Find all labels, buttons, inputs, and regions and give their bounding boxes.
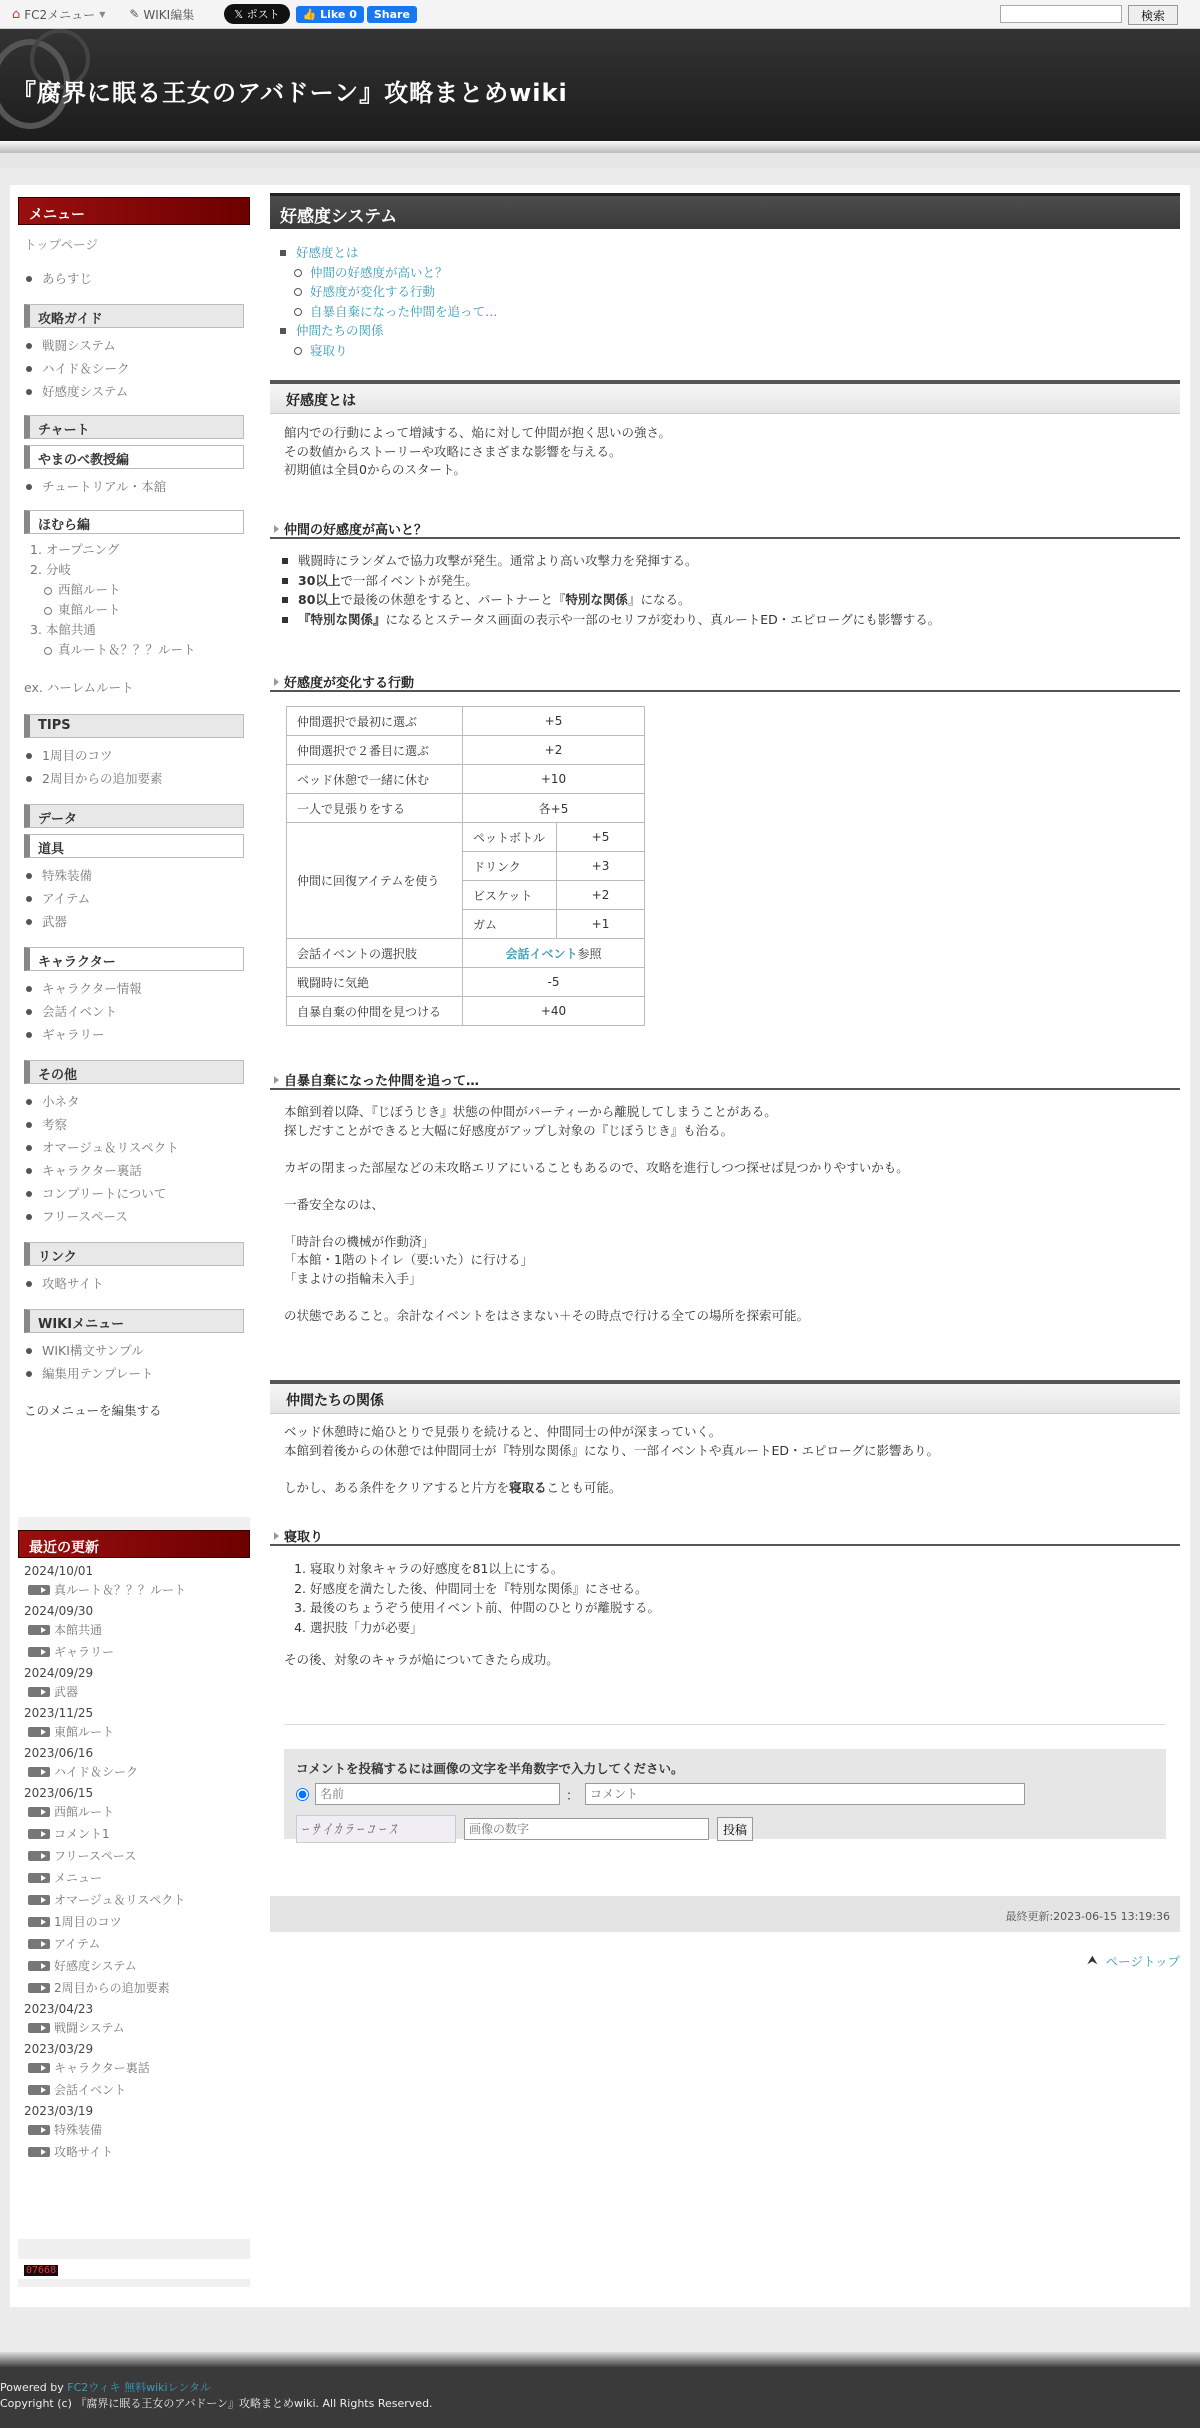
section-text [284,1103,909,1325]
recent-item-label: 1周目のコツ [54,1915,122,1929]
recent-item-label: キャラクター裏話 [54,2061,150,2075]
menu-item[interactable]: 会話イベント [42,1000,250,1023]
name-radio[interactable] [296,1788,309,1801]
menu-item-top[interactable]: トップページ [24,237,98,252]
arrow-tag-icon [28,1767,50,1777]
thumb-icon: 👍 [302,7,321,21]
menu-item[interactable]: コンプリートについて [42,1182,250,1205]
section-heading: 仲間たちの関係 [270,1380,1180,1414]
table-cell: ガム [463,910,557,939]
arrow-tag-icon [28,2125,50,2135]
list-item [278,571,940,591]
arrow-tag-icon [28,2063,50,2073]
arrow-tag-icon [28,1647,50,1657]
text-line: その数値からストーリーや攻略にさまざまな影響を与える。 [284,443,622,459]
section-text: その後、対象のキャラが焔についてきたら成功。 [284,1652,559,1667]
text-line: 探しだすことができると大幅に好感度がアップし対象の『じぼうじき』も治る。 [284,1122,734,1138]
recent-item-label: ギャラリー [54,1645,115,1659]
copyright: Copyright (c) 『腐界に眠る王女のアバドーン』攻略まとめwiki. All Rights Reserved. [0,2397,433,2410]
table-cell: 自暴自棄の仲間を見つける [287,997,463,1026]
main-content [270,185,1180,2307]
menu-item[interactable]: チュートリアル・本舘 [42,475,250,498]
text-line: 「本館・1階のトイレ（要:いた）に行ける」 [284,1252,534,1267]
x-post-button[interactable] [224,4,289,24]
header-divider [0,141,1200,153]
menu-item[interactable]: 小ネタ [42,1090,250,1113]
list-item: 4. 選択肢「力が必要」 [310,1618,660,1638]
table-row [287,968,645,997]
arrow-up-icon: ⮝ [1086,1952,1098,1967]
section-text [284,424,671,480]
arrow-tag-icon [28,2147,50,2157]
table-row [287,939,645,968]
recent-item-label: 東館ルート [54,1725,115,1739]
section-wiki-menu: WIKIメニュー [24,1309,244,1333]
recent-date: 2023/03/19 [24,2104,94,2118]
section-yamanobe: やまのべ教授編 [24,445,244,469]
site-footer [0,2367,1200,2428]
recent-item[interactable] [18,1954,250,1976]
table-cell: 一人で見張りをする [287,794,463,823]
section-guide: 攻略ガイド [24,304,244,328]
text-line: 本館到着後からの休憩では仲間同士が『特別な関係』になり、一部イベントや真ルートED・エピローグに影響あり。 [284,1442,940,1458]
menu-item[interactable]: フリースペース [42,1205,250,1228]
recent-item-label: 西館ルート [54,1805,115,1819]
section-other: その他 [24,1060,244,1084]
recent-item-label: 会話イベント [54,2083,127,2097]
text-line: 本館到着以降、『じぼうじき』状態の仲間がパーティーから離脱してしまうことがある。 [284,1104,777,1119]
recent-item-label: 特殊装備 [54,2123,103,2137]
list-item: 2. 好感度を満たした後、仲間同士を『特別な関係』にさせる。 [310,1579,660,1599]
recent-date: 2024/10/01 [24,1564,94,1578]
section-data: データ [24,804,244,828]
table-cell: 仲間選択で２番目に選ぶ [287,736,463,765]
recent-updates-title: 最近の更新 [18,1530,250,1558]
section-homura: ほむら編 [24,510,244,534]
recent-item[interactable] [18,2056,250,2078]
recent-item-label: メニュー [54,1871,103,1885]
comment-caption: コメントを投稿するには画像の文字を半角数字で入力してください。 [296,1761,684,1776]
fb-share-button[interactable]: Share [367,6,417,23]
menu-title: メニュー [18,197,250,225]
arrow-tag-icon [28,1939,50,1949]
menu-item[interactable]: 1. オープニング [30,542,120,557]
arrow-tag-icon [28,1829,50,1839]
table-cell: 仲間に回復アイテムを使う [287,823,463,939]
menu-item[interactable]: キャラクター裏話 [42,1159,250,1182]
text-line: ベッド休憩時に焔ひとりで見張りを続けると、仲間同士の仲が深まっていく。 [284,1424,722,1439]
recent-item[interactable] [18,2140,250,2162]
menu-item[interactable]: 攻略サイト [42,1272,250,1295]
menu-item[interactable]: 西館ルート [30,580,250,600]
text-line [284,1479,939,1498]
list-item: 3. 最後のちょうぞう使用イベント前、仲間のひとりが離脱する。 [310,1598,660,1618]
menu-item[interactable]: アイテム [42,887,250,910]
recent-date: 2023/06/16 [24,1746,94,1760]
menu-item[interactable]: ハイド＆シーク [42,357,250,380]
site-title[interactable]: 『腐界に眠る王女のアバドーン』攻略まとめwiki [12,79,568,107]
dropdown-icon: ▼ [99,9,106,19]
list-text-bold: 30以上 [298,572,341,588]
toc-link[interactable]: 自暴自棄になった仲間を追って… [310,303,498,319]
recent-item-label: 武器 [54,1685,79,1699]
arrow-tag-icon [28,1961,50,1971]
menu-box [18,197,250,1517]
table-cell: ベッド休憩で一緒に休む [287,765,463,794]
fc2wiki-link[interactable]: FC2ウィキ [67,2381,121,2394]
fb-like-button[interactable] [296,6,364,23]
site-header [0,29,1200,141]
table-cell: +5 [557,823,645,852]
list-text: で最後の休憩をすると、パートナーと『 [340,592,566,607]
search-form [1000,5,1178,25]
recent-item-label: ハイド＆シーク [54,1765,139,1779]
conversation-event-link[interactable]: 会話イベント [505,946,578,961]
recent-updates-list [18,1558,250,2162]
recent-item[interactable] [18,2078,250,2100]
menu-item[interactable]: 戦闘システム [42,334,250,357]
page-title: 好感度システム [270,193,1180,229]
name-input[interactable] [315,1783,560,1805]
menu-item[interactable]: オマージュ＆リスペクト [42,1136,250,1159]
recent-item-label: 真ルート＆？？？ルート [54,1583,187,1597]
recent-item-label: アイテム [54,1937,101,1951]
recent-date: 2023/06/15 [24,1786,94,1800]
header-divider [0,153,1200,168]
recent-date: 2023/11/25 [24,1706,94,1720]
menu-item-synopsis[interactable]: あらすじ [42,267,250,290]
text-line [284,1288,909,1307]
recent-item[interactable] [18,2016,250,2038]
captcha-image: ｰｻｲｶﾗｰｺｰｽ [296,1815,456,1843]
recent-item[interactable] [18,1822,250,1844]
recent-item[interactable] [18,1640,250,1662]
arrow-tag-icon [28,1983,50,1993]
table-row [287,997,645,1026]
menu-item[interactable]: 武器 [42,910,250,933]
recent-item-label: 好感度システム [54,1959,137,1973]
table-cell: 会話イベントの選択肢 [287,939,463,968]
recent-item[interactable] [18,1866,250,1888]
recent-item-label: コメント1 [54,1827,110,1841]
fc2-menu-label: FC2メニュー [24,7,96,22]
text-line [284,1214,909,1233]
fb-like-label: Like 0 [320,7,357,21]
recent-item[interactable] [18,1932,250,1954]
comment-input[interactable] [585,1783,1025,1805]
table-of-contents [276,243,498,360]
page-wrapper [10,185,1190,2307]
arrow-tag-icon [28,2085,50,2095]
section-heading: 好感度とは [270,380,1180,414]
subsection-heading: 寝取り [270,1524,1180,1546]
menu-item-harem[interactable]: ex. ハーレムルート [24,680,134,695]
text-line: 「まよけの指輪未入手」 [284,1270,422,1286]
text-line [284,1140,909,1159]
subsection-heading: 自暴自棄になった仲間を追って… [270,1068,1180,1090]
toc-link[interactable]: 好感度とは [296,245,359,260]
recent-item-label: 攻略サイト [54,2145,114,2159]
menu-item[interactable]: 考察 [42,1113,250,1136]
separator-text: ： [566,1788,580,1804]
menu-item[interactable]: 2. 分岐 [30,562,71,577]
menu-item[interactable]: キャラクター情報 [42,977,250,1000]
table-row [287,736,645,765]
menu-item[interactable]: WIKI構文サンプル [42,1339,250,1362]
recent-updates-box [18,1530,250,2239]
arrow-tag-icon [28,1727,50,1737]
menu-item[interactable]: 2周目からの追加要素 [42,767,250,790]
recent-item[interactable] [18,1618,250,1640]
arrow-tag-icon [28,2023,50,2033]
arrow-tag-icon [28,1585,50,1595]
text-span: しかし、ある条件をクリアすると片方を [284,1479,510,1495]
arrow-tag-icon [28,1807,50,1817]
powered-by [0,2380,1200,2396]
table-cell: ペットボトル [463,823,557,852]
menu-item[interactable]: 特殊装備 [42,864,250,887]
arrow-tag-icon [28,1917,50,1927]
wiki-edit-link[interactable] [129,6,194,23]
recent-item[interactable] [18,1844,250,1866]
bullet-list [278,551,940,629]
recent-item[interactable] [18,1578,250,1600]
edit-menu-link[interactable]: このメニューを編集する [24,1403,162,1418]
table-cell: +10 [463,765,645,794]
menu-item[interactable]: ギャラリー [42,1023,250,1046]
table-cell: +2 [463,736,645,765]
recent-item-label: オマージュ＆リスペクト [54,1893,186,1907]
section-tools: 道具 [24,834,244,858]
recent-item[interactable] [18,1680,250,1702]
arrow-tag-icon [28,1625,50,1635]
recent-date: 2023/03/29 [24,2042,94,2056]
recent-item[interactable] [18,1976,250,1998]
recent-item[interactable] [18,1800,250,1822]
list-item [278,590,940,610]
recent-date: 2024/09/29 [24,1666,94,1680]
recent-item[interactable] [18,1910,250,1932]
toc-link[interactable]: 好感度が変化する行動 [310,284,436,299]
recent-item[interactable] [18,2118,250,2140]
list-text-bold: 特別な関係 [565,592,628,607]
recent-date: 2023/04/23 [24,2002,94,2016]
recent-date: 2024/09/30 [24,1604,94,1618]
menu-item[interactable]: 真ルート＆？？？ルート [30,640,250,660]
text-line: 一番安全なのは、 [284,1196,385,1212]
arrow-tag-icon [28,1873,50,1883]
table-row [287,823,645,852]
captcha-input[interactable] [464,1818,709,1840]
section-character: キャラクター [24,947,244,971]
text-bold: 寝取る [509,1479,547,1495]
comment-form [284,1749,1166,1839]
table-cell: 戦闘時に気絶 [287,968,463,997]
section-tips: TIPS [24,714,244,738]
numbered-list [284,1559,660,1637]
toc-link[interactable]: 寝取り [310,342,348,358]
text-line: の状態であること。余計なイベントをはさまない＋その時点で行ける全ての場所を探索可能。 [284,1307,810,1323]
list-item [278,551,940,571]
toc-link[interactable]: 仲間の好感度が高いと？ [310,264,448,280]
table-cell [463,939,645,968]
post-button[interactable]: 投稿 [717,1817,753,1841]
wiki-edit-label: WIKI編集 [143,7,195,22]
list-text: で一部イベントが発生。 [340,572,478,588]
list-item: 1. 寝取り対象キャラの好感度を81以上にする。 [310,1559,660,1579]
section-chart: チャート [24,415,244,439]
list-text-bold: 80以上 [298,592,341,607]
text-span: ことも可能。 [546,1479,622,1495]
divider [284,1724,1166,1725]
text-line: 初期値は全員0からのスタート。 [284,462,466,477]
x-icon: 𝕏 [234,8,247,21]
home-icon: ⌂ [12,6,21,22]
subsection-heading: 好感度が変化する行動 [270,670,1180,692]
list-text: になるとステータス画面の表示や一部のセリフが変わり、真ルートED・エピローグにも影響する。 [385,611,941,627]
arrow-tag-icon [28,1687,50,1697]
recent-item[interactable] [18,1720,250,1742]
affection-table [286,706,645,1026]
recent-item-label: フリースペース [54,1849,137,1863]
recent-item-label: 2周目からの追加要素 [54,1981,170,1995]
list-item [278,610,940,630]
menu-item[interactable]: 編集用テンプレート [42,1362,250,1385]
table-cell: +1 [557,910,645,939]
fc2-menu[interactable] [12,6,105,23]
text-line: 館内での行動によって増減する、焔に対して仲間が抱く思いの強さ。 [284,425,672,440]
recent-item-label: 本館共通 [54,1623,103,1637]
toc-link[interactable]: 仲間たちの関係 [296,323,384,338]
table-cell: ビスケット [463,881,557,910]
table-cell: 仲間選択で最初に選ぶ [287,707,463,736]
cell-text: 参照 [577,946,602,961]
arrow-tag-icon [28,1895,50,1905]
text-line [284,1177,909,1196]
rental-link[interactable]: 無料wikiレンタル [124,2381,211,2394]
last-updated-bar: 最終更新:2023-06-15 13:19:36 [270,1896,1180,1932]
list-text-bold: 『特別な関係』 [298,611,386,627]
page-top-label: ページトップ [1105,1954,1180,1969]
page-top-link[interactable] [1087,1952,1180,1970]
edit-icon: ✎ [129,7,140,21]
section-text [284,1423,939,1497]
table-cell: +3 [557,852,645,881]
powered-text: Powered by [0,2381,68,2394]
text-line: 「時計台の機械が作動済」 [284,1233,435,1249]
menu-item[interactable]: 3. 本館共通 [30,622,96,637]
table-cell: +2 [557,881,645,910]
x-post-label: ポスト [246,8,280,21]
footer-divider [0,2352,1200,2367]
text-line: カギの閉まった部屋などの未攻略エリアにいることもあるので、攻略を進行しつつ探せば見つかりやすいかも。 [284,1159,909,1175]
table-cell: +5 [463,707,645,736]
menu-item[interactable]: 東館ルート [30,600,250,620]
top-bar [0,0,1200,29]
table-row [287,794,645,823]
arrow-tag-icon [28,1851,50,1861]
table-cell: +40 [463,997,645,1026]
search-button[interactable]: 検索 [1128,5,1178,25]
menu-item[interactable]: 好感度システム [42,380,250,403]
subsection-heading: 仲間の好感度が高いと？ [270,517,1180,539]
menu-item[interactable]: 1周目のコツ [42,744,250,767]
table-row [287,765,645,794]
list-text: 』になる。 [627,592,691,607]
table-cell: 各+5 [463,794,645,823]
table-cell: -5 [463,968,645,997]
table-row [287,707,645,736]
search-input[interactable] [1000,5,1122,23]
sidebar [18,197,250,2287]
table-cell: ドリンク [463,852,557,881]
list-text: 戦闘時にランダムで協力攻撃が発生。通常より高い攻撃力を発揮する。 [298,553,698,568]
counter-box [18,2259,250,2279]
recent-item-label: 戦闘システム [54,2021,125,2035]
access-counter: 07668 [26,2265,57,2276]
section-link: リンク [24,1242,244,1266]
recent-item[interactable] [18,1760,250,1782]
recent-item[interactable] [18,1888,250,1910]
